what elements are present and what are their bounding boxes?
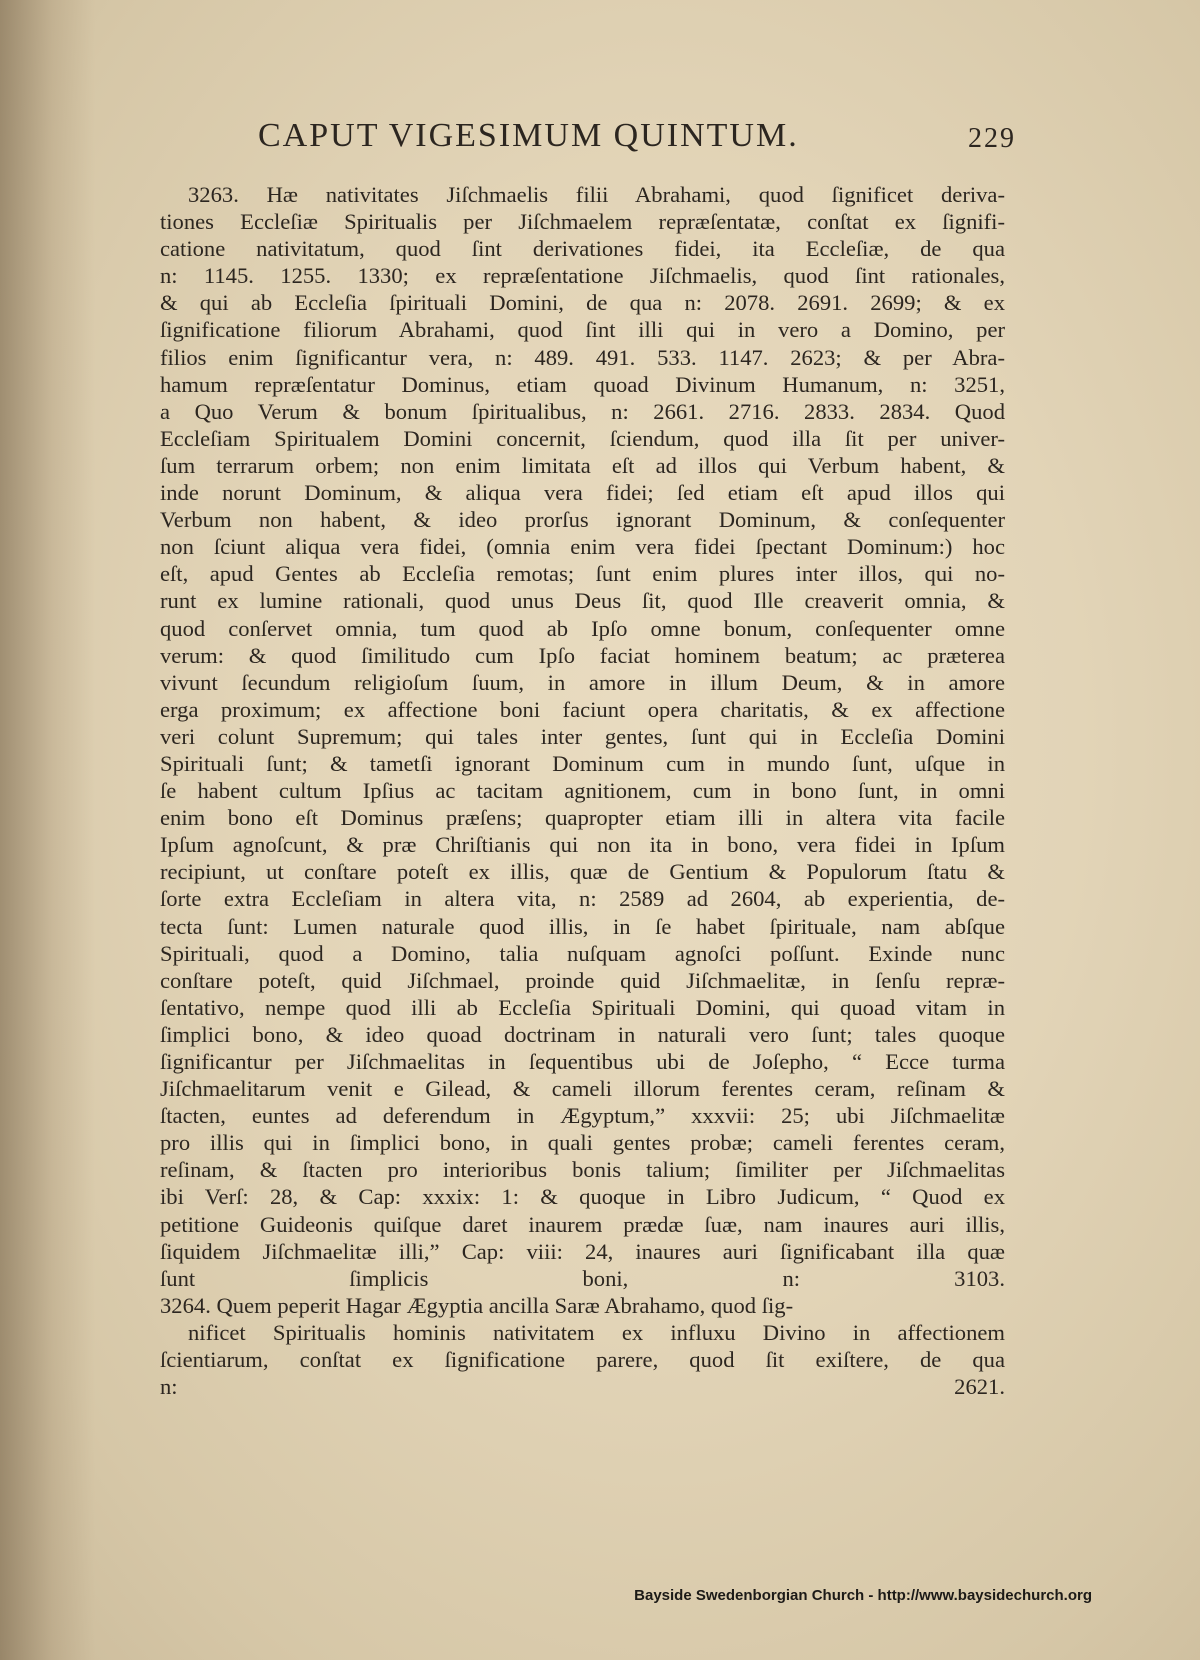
text-line: Jiſchmaelitarum venit e Gilead, & cameli illorum ferentes ceram, reſinam & bbox=[160, 1076, 1005, 1102]
text-line: Spirituali, quod a Domino, talia nuſquam agnoſci poſſunt. Exinde nunc bbox=[160, 940, 1005, 966]
text-line: catione nativitatum, quod ſint derivationes fidei, ita Eccleſiæ, de qua bbox=[160, 236, 1005, 262]
text-line: ſe habent cultum Ipſius ac tacitam agnitionem, cum in bono ſunt, in omni bbox=[160, 778, 1005, 804]
text-line: 3263. Hæ nativitates Jiſchmaelis filii Abrahami, quod ſignificet deriva- bbox=[188, 182, 1005, 207]
text-line: ſignificatione filiorum Abrahami, quod ſint illi qui in vero a Domino, per bbox=[160, 317, 1005, 343]
text-line: n: 1145. 1255. 1330; ex repræſentatione Jiſchmaelis, quod ſint rationales, bbox=[160, 263, 1005, 289]
text-line: conſtare poteſt, quid Jiſchmael, proinde quid Jiſchmaelitæ, in ſenſu repræ- bbox=[160, 967, 1005, 993]
text-line: ſum terrarum orbem; non enim limitata eſt ad illos qui Verbum habent, & bbox=[160, 452, 1005, 478]
text-line: a Quo Verum & bonum ſpiritualibus, n: 2661. 2716. 2833. 2834. Quod bbox=[160, 398, 1005, 424]
text-line: filios enim ſignificantur vera, n: 489. 491. 533. 1147. 2623; & per Abra- bbox=[160, 344, 1005, 370]
text-line: ſentativo, nempe quod illi ab Eccleſia Spirituali Domini, qui quoad vitam in bbox=[160, 994, 1005, 1020]
text-line: Spirituali ſunt; & tametſi ignorant Dominum cum in mundo ſunt, uſque in bbox=[160, 750, 1005, 776]
footer-credit: Bayside Swedenborgian Church - http://www.baysidechurch.org bbox=[634, 1587, 1092, 1604]
text-line: verum: & quod ſimilitudo cum Ipſo faciat hominem beatum; ac præterea bbox=[160, 642, 1005, 668]
text-line: enim bono eſt Dominus præſens; quapropter etiam illi in altera vita facile bbox=[160, 805, 1005, 831]
text-line: ibi Verſ: 28, & Cap: xxxix: 1: & quoque in Libro Judicum, “ Quod ex bbox=[160, 1184, 1005, 1210]
text-line: veri colunt Supremum; qui tales inter gentes, ſunt qui in Eccleſia Domini bbox=[160, 723, 1005, 749]
text-line: ſiquidem Jiſchmaelitæ illi,” Cap: viii: 24, inaures auri ſignificabant illa quæ bbox=[160, 1238, 1005, 1264]
text-line: & qui ab Eccleſia ſpirituali Domini, de qua n: 2078. 2691. 2699; & ex bbox=[160, 290, 1005, 316]
text-line: nificet Spiritualis hominis nativitatem ex influxu Divino in affectionem bbox=[188, 1319, 1005, 1345]
text-line: 3264. Quem peperit Hagar Ægyptia ancilla Saræ Abrahamo, quod ſig- bbox=[160, 1292, 794, 1318]
text-line: reſinam, & ſtacten pro interioribus bonis talium; ſimiliter per Jiſchmaelitas bbox=[160, 1157, 1005, 1183]
text-line: inde norunt Dominum, & aliqua vera fidei; ſed etiam eſt apud illos qui bbox=[160, 480, 1005, 506]
text-line: ſimplici bono, & ideo quoad doctrinam in naturali vero ſunt; tales quoque bbox=[160, 1021, 1005, 1047]
running-head bbox=[160, 117, 1040, 165]
text-line: ſcientiarum, conſtat ex ſignificatione parere, quod ſit exiſtere, de qua bbox=[160, 1347, 1005, 1373]
text-line: quod conſervet omnia, tum quod ab Ipſo omne bonum, conſequenter omne bbox=[160, 615, 1005, 641]
text-line: non ſciunt aliqua vera fidei, (omnia enim vera fidei ſpectant Dominum:) hoc bbox=[160, 534, 1005, 560]
chapter-title: CAPUT VIGESIMUM QUINTUM. bbox=[258, 117, 799, 154]
text-line: ſtacten, euntes ad deferendum in Ægyptum,” xxxvii: 25; ubi Jiſchmaelitæ bbox=[160, 1103, 1005, 1129]
text-line: petitione Guideonis quiſque daret inaurem prædæ ſuæ, nam inaures auri illis, bbox=[160, 1211, 1005, 1237]
text-line: Ipſum agnoſcunt, & præ Chriſtianis qui non ita in bono, vera fidei in Ipſum bbox=[160, 832, 1005, 858]
text-line: ſorte extra Eccleſiam in altera vita, n: 2589 ad 2604, ab experientia, de- bbox=[160, 886, 1005, 912]
text-line: pro illis qui in ſimplici bono, in quali gentes probæ; cameli ferentes ceram, bbox=[160, 1130, 1005, 1156]
body-text bbox=[160, 181, 1005, 1400]
text-line: hamum repræſentatur Dominus, etiam quoad Divinum Humanum, n: 3251, bbox=[160, 371, 1005, 397]
text-line: runt ex lumine rationali, quod unus Deus ſit, quod Ille creaverit omnia, & bbox=[160, 588, 1005, 614]
text-line: recipiunt, ut conſtare poteſt ex illis, quæ de Gentium & Populorum ſtatu & bbox=[160, 859, 1005, 885]
text-line: n: 2621. bbox=[160, 1374, 1005, 1400]
text-line: ſignificantur per Jiſchmaelitas in ſequentibus ubi de Joſepho, “ Ecce turma bbox=[160, 1049, 1005, 1074]
text-line: tiones Eccleſiæ Spiritualis per Jiſchmaelem repræſentatæ, conſtat ex ſignifi- bbox=[160, 209, 1005, 235]
page-number: 229 bbox=[968, 123, 1016, 154]
text-line: vivunt ſecundum religioſum ſuum, in amore in illum Deum, & in amore bbox=[160, 669, 1005, 695]
text-line: Eccleſiam Spiritualem Domini concernit, ſciendum, quod illa ſit per univer- bbox=[160, 425, 1005, 451]
binding-shadow bbox=[0, 0, 95, 1660]
text-line: tecta ſunt: Lumen naturale quod illis, in ſe habet ſpirituale, nam abſque bbox=[160, 913, 1005, 939]
text-line: eſt, apud Gentes ab Eccleſia remotas; ſunt enim plures inter illos, qui no- bbox=[160, 561, 1005, 587]
text-line: ſunt ſimplicis boni, n: 3103. bbox=[160, 1265, 1005, 1291]
text-line: Verbum non habent, & ideo prorſus ignorant Dominum, & conſequenter bbox=[160, 507, 1005, 533]
text-line: erga proximum; ex affectione boni faciunt opera charitatis, & ex affectione bbox=[160, 696, 1005, 722]
